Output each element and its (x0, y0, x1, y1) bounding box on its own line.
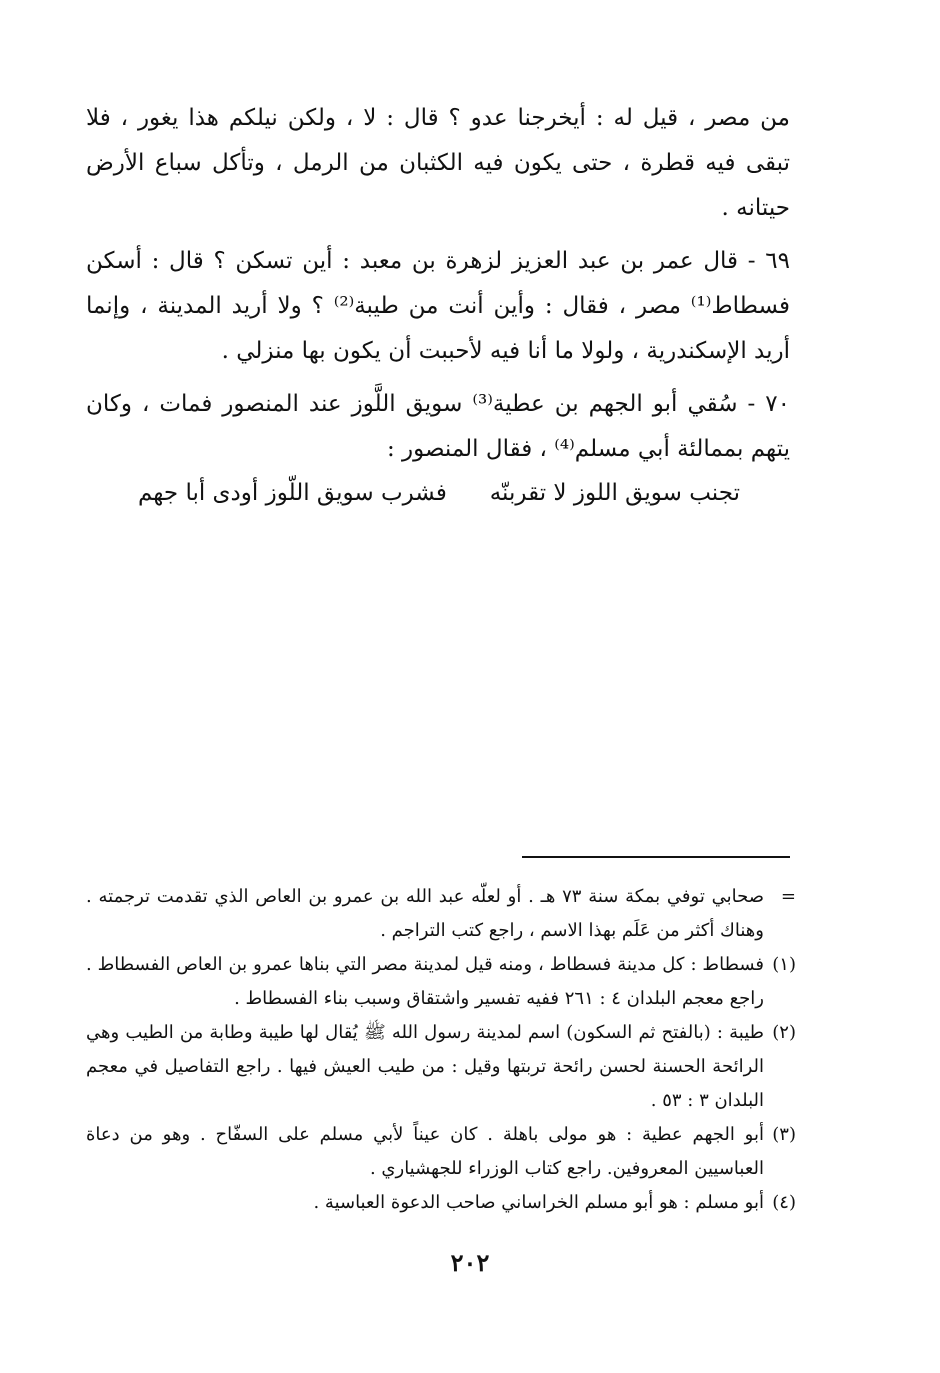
footnote-text: أبو الجهم عطية : هو مولى باهلة . كان عيناً لأبي مسلم على السفّاح . وهو من دعاة العباسيين المعروفين. راجع كتاب الوزراء للجهشياري . (86, 1124, 764, 1179)
footnotes (86, 880, 796, 1220)
paragraph-70: ٧٠ - سُقي أبو الجهم بن عطية⁽³⁾ سويق اللَّوز عند المنصور فمات ، وكان يتهم بممالئة أبي مسلم⁽⁴⁾ ، فقال المنصور : (86, 391, 790, 462)
footnote-2 (86, 1016, 796, 1118)
poem-verse (120, 480, 740, 520)
page-number: ٢٠٢ (450, 1248, 490, 1277)
footnote-mark: (١) (772, 954, 796, 975)
verse-second-hemistich: فشرب سويق اللّوز أودى أبا جهم (138, 480, 447, 506)
footnote-mark: (٤) (772, 1192, 796, 1213)
verse-first-hemistich: تجنب سويق اللوز لا تقربنّه (489, 480, 740, 506)
paragraph-1: من مصر ، قيل له : أيخرجنا عدو ؟ قال : لا ، ولكن نيلكم هذا يغور ، فلا تبقى فيه قطرة ، حتى يكون فيه الكثبان من الرمل ، وتأكل سباع الأرض حيتانه . (86, 105, 790, 221)
footnote-continued (86, 880, 796, 948)
footnote-4 (86, 1186, 796, 1220)
footnote-text: طيبة : (بالفتح ثم السكون) اسم لمدينة رسول الله ﷺ يُقال لها طيبة وطابة من الطيب وهي الرائحة الحسنة لحسن رائحة تربتها وقيل : من طيب العيش فيها . راجع التفاصيل في معجم البلدان ٣ : ٥٣ . (86, 1022, 764, 1111)
footnote-text: فسطاط : كل مدينة فسطاط ، ومنه قيل لمدينة مصر التي بناها عمرو بن العاص الفسطاط . راجع معجم البلدان ٤ : ٢٦١ ففيه تفسير واشتقاق وسبب بناء الفسطاط . (86, 954, 764, 1009)
footnote-text: صحابي توفي بمكة سنة ٧٣ هـ . أو لعلّه عبد الله بن عمرو بن العاص الذي تقدمت ترجمته . وهناك أكثر من عَلَم بهذا الاسم ، راجع كتب التراجم . (86, 886, 764, 941)
footnote-mark: (٣) (772, 1124, 796, 1145)
footnote-mark: (٢) (772, 1022, 796, 1043)
footnote-separator (522, 856, 790, 858)
footnote-3 (86, 1118, 796, 1186)
paragraph-69: ٦٩ - قال عمر بن عبد العزيز لزهرة بن معبد : أين تسكن ؟ قال : أسكن فسطاط⁽¹⁾ مصر ، فقال : وأين أنت من طيبة⁽²⁾ ؟ ولا أريد المدينة ، وإنما أريد الإسكندرية ، ولولا ما أنا فيه لأحببت أن يكون بها منزلي . (86, 248, 790, 364)
footnote-mark: = (780, 886, 796, 907)
main-text (86, 96, 790, 472)
footnote-text: أبو مسلم : هو أبو مسلم الخراساني صاحب الدعوة العباسية . (313, 1192, 764, 1213)
footnote-1 (86, 948, 796, 1016)
